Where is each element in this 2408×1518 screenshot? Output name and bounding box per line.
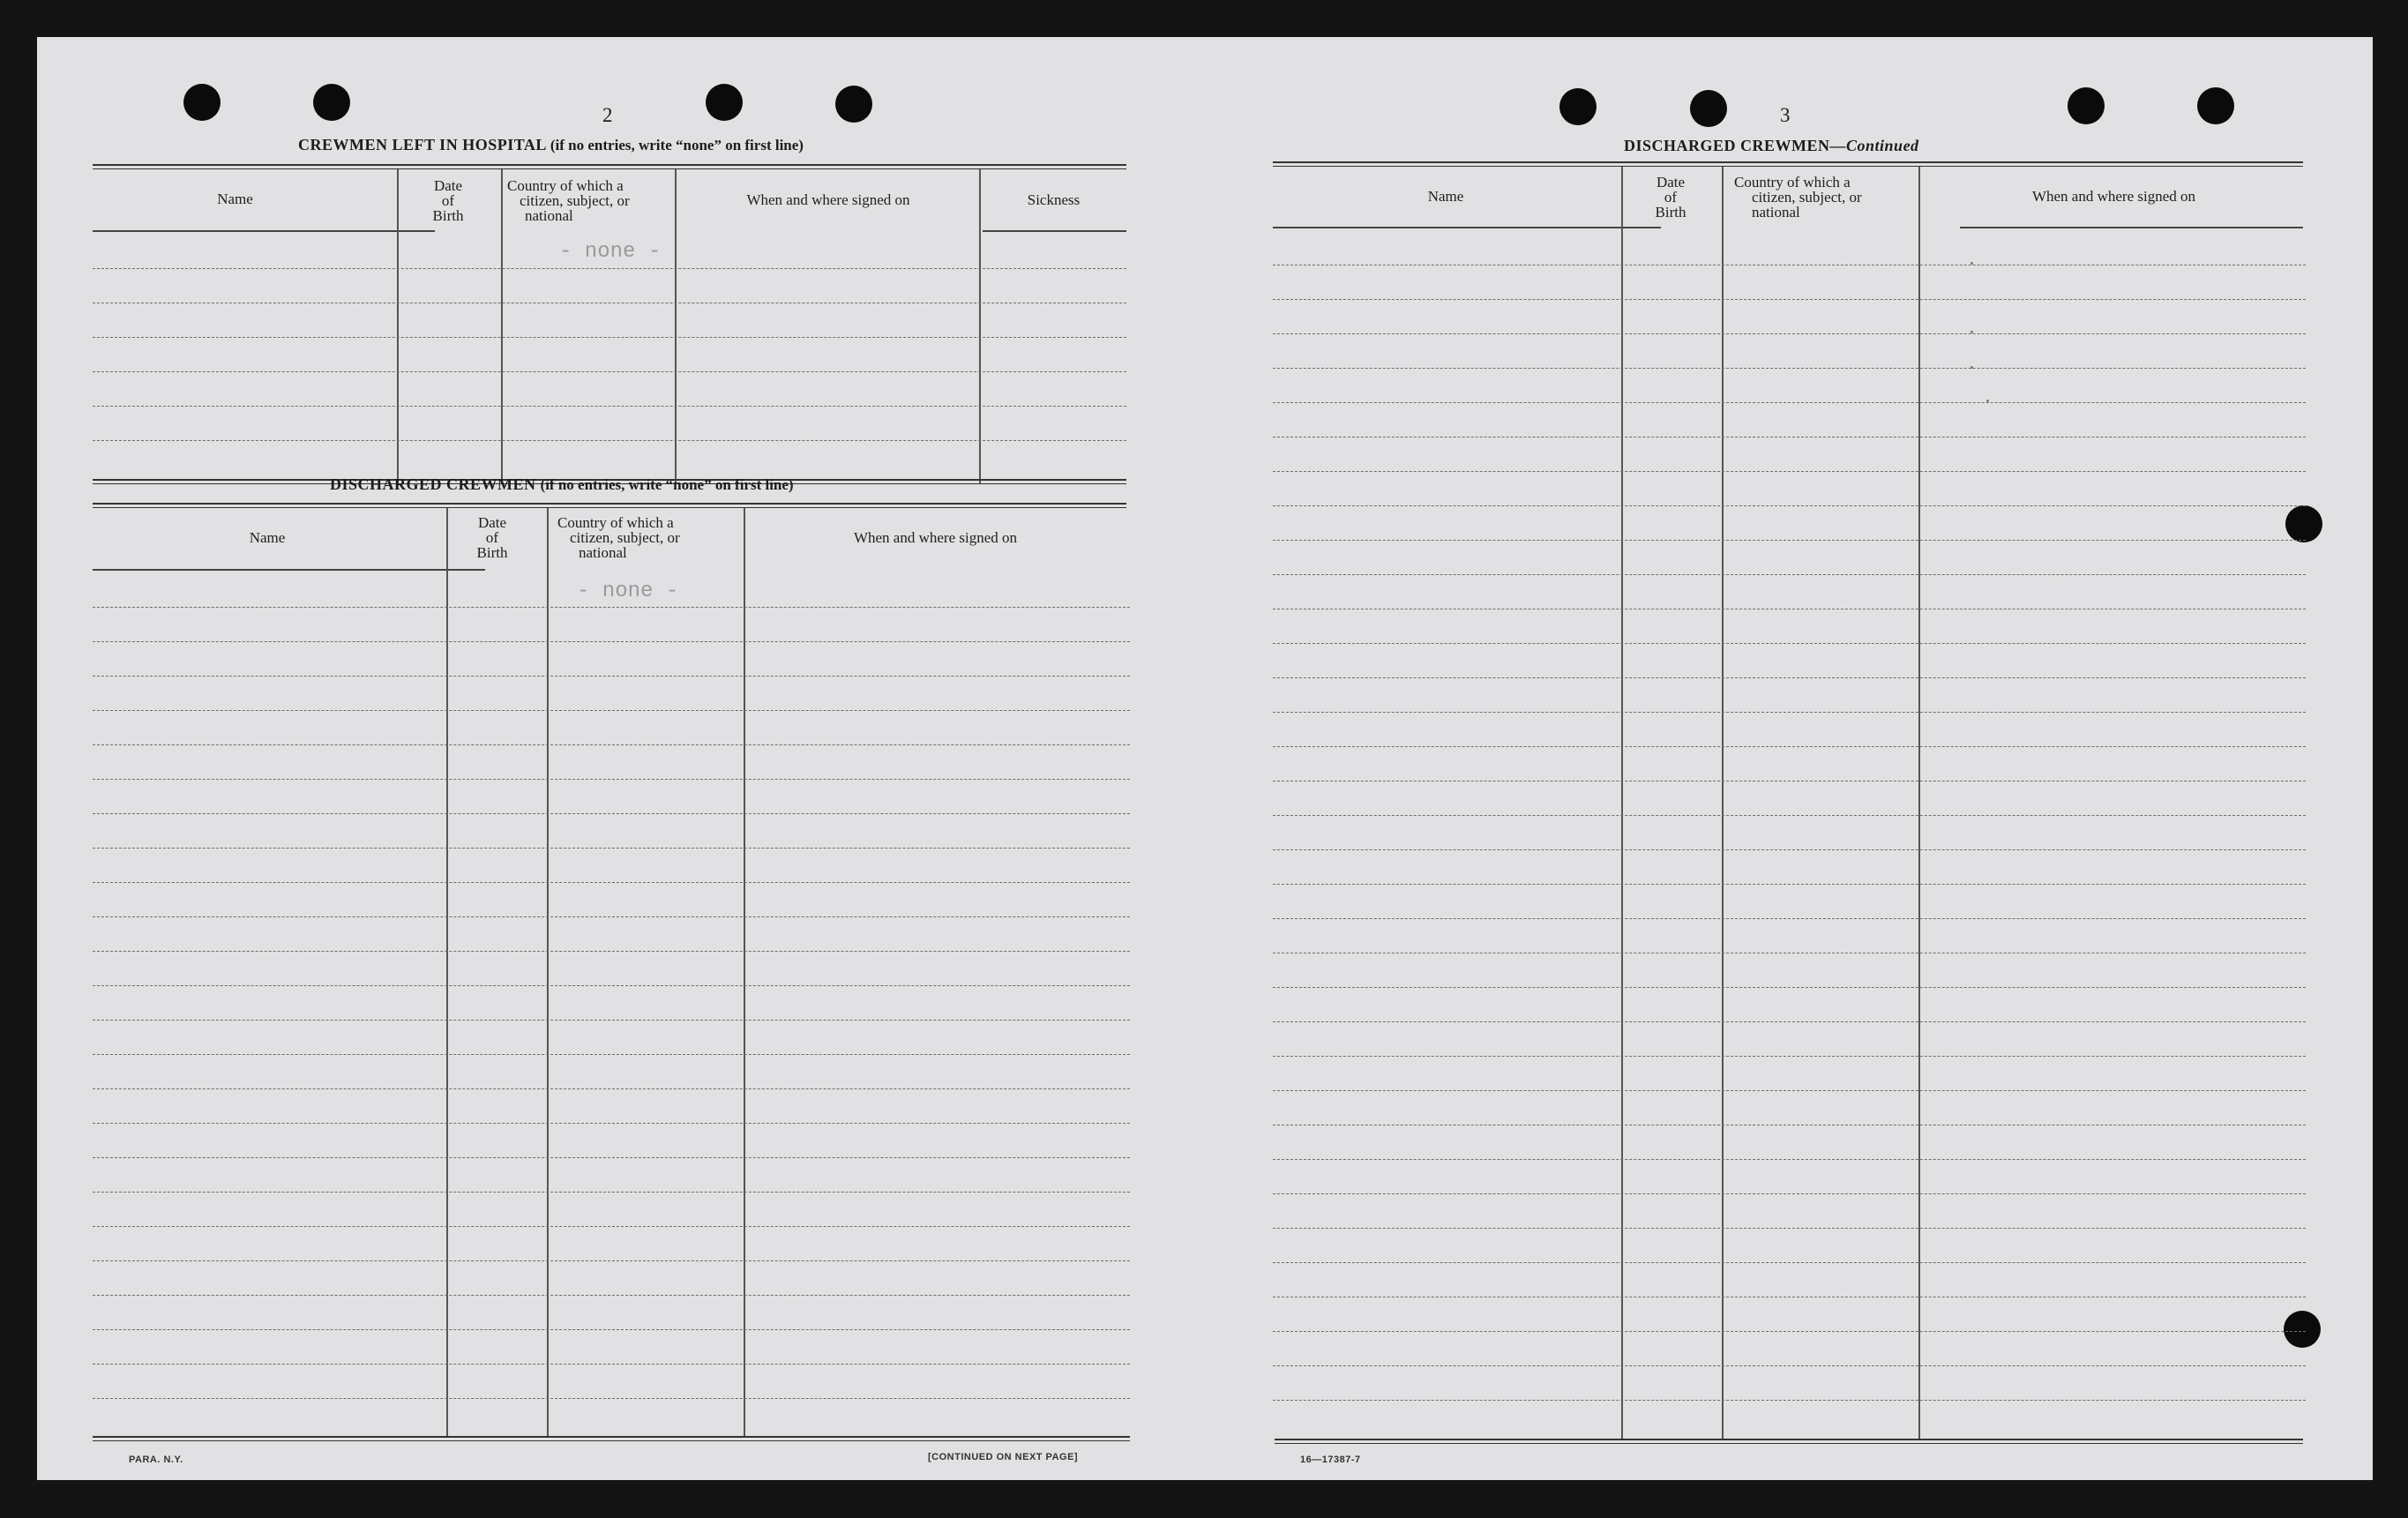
discharged-none-entry: - none - [577, 580, 679, 603]
ink-speck [1971, 366, 1973, 369]
entry-line [1273, 505, 2306, 506]
hospital-section-title [298, 136, 804, 154]
entry-line [1273, 712, 2306, 713]
entry-line [93, 779, 1130, 780]
entry-line [1273, 918, 2306, 919]
punch-hole [183, 84, 221, 121]
entry-line [93, 848, 1130, 849]
entry-line [93, 1329, 1130, 1330]
column-divider [501, 169, 503, 483]
page-number: 2 [602, 104, 613, 126]
entry-line [93, 1157, 1130, 1158]
entry-line [93, 813, 1130, 814]
entry-line [93, 268, 1126, 269]
discharged-header-rule [93, 569, 485, 571]
discharged-title-text: DISCHARGED CREWMEN [330, 475, 536, 493]
entry-line [93, 951, 1130, 952]
hospital-none-entry: - none - [559, 240, 662, 264]
right-col-country: Country of which a citizen, subject, or national [1734, 174, 1862, 221]
entry-line [1273, 1193, 2306, 1194]
form-sheet [37, 37, 2373, 1480]
entry-line [93, 1054, 1130, 1055]
entry-line [1273, 1021, 2306, 1022]
hospital-col-country: Country of which a citizen, subject, or national [507, 177, 630, 224]
punch-hole [2068, 87, 2105, 124]
column-divider [675, 169, 677, 483]
discharged-top-rule [93, 503, 1126, 508]
entry-line [93, 676, 1130, 677]
footer-form-number: 16—17387-7 [1300, 1454, 1361, 1465]
discharged-col-signed: When and where signed on [853, 529, 1018, 546]
entry-line [1273, 1400, 2306, 1401]
entry-line [1273, 1262, 2306, 1263]
discharged-continued-title [1624, 137, 1919, 155]
discharged-bottom-rule [93, 1436, 1130, 1441]
right-col-signed: When and where signed on [2031, 188, 2196, 205]
entry-line [93, 1192, 1130, 1193]
entry-line [1273, 1228, 2306, 1229]
entry-line [93, 1226, 1130, 1227]
discharged-col-country: Country of which a citizen, subject, or national [557, 514, 680, 561]
hospital-col-sickness: Sickness [1027, 191, 1081, 208]
entry-line [93, 1260, 1130, 1261]
entry-line [93, 1398, 1130, 1399]
entry-line [1273, 677, 2306, 678]
entry-line [1273, 1056, 2306, 1057]
punch-hole [1690, 90, 1727, 127]
entry-line [93, 337, 1126, 338]
entry-line [1273, 574, 2306, 575]
entry-line [1273, 987, 2306, 988]
entry-line [1273, 368, 2306, 369]
entry-line [1273, 643, 2306, 644]
hospital-header-rule [93, 230, 435, 232]
ink-speck [1971, 262, 1973, 265]
column-divider [744, 508, 745, 1437]
column-divider [1621, 167, 1623, 1440]
entry-line [93, 916, 1130, 917]
column-divider [1918, 167, 1920, 1440]
discharged-section-heading [330, 475, 794, 494]
entry-line [93, 440, 1126, 441]
continued-suffix: —Continued [1829, 137, 1919, 154]
entry-line [1273, 1365, 2306, 1366]
discharged-col-name: Name [249, 529, 286, 546]
entry-line [1273, 815, 2306, 816]
entry-line [93, 371, 1126, 372]
entry-line [93, 641, 1130, 642]
entry-line [1273, 849, 2306, 850]
entry-line [1273, 402, 2306, 403]
column-divider [1722, 167, 1724, 1440]
hospital-title-text: CREWMEN LEFT IN HOSPITAL [298, 136, 546, 153]
right-header-rule [1960, 227, 2303, 228]
punch-hole [835, 86, 872, 123]
punch-hole [313, 84, 350, 121]
right-col-dob: Date of Birth [1655, 174, 1686, 221]
entry-line [93, 985, 1130, 986]
column-divider [397, 169, 399, 483]
column-divider [547, 508, 549, 1437]
discharged-instruction: (if no entries, write “none” on first line) [540, 476, 794, 493]
discharged-continued-title-text: DISCHARGED CREWMEN [1624, 137, 1830, 154]
punch-hole [706, 84, 743, 121]
entry-line [1273, 884, 2306, 885]
punch-hole [2285, 505, 2322, 542]
right-top-rule [1273, 161, 2303, 167]
entry-line [93, 1088, 1130, 1089]
hospital-instruction: (if no entries, write “none” on first line) [550, 137, 804, 153]
right-col-name: Name [1427, 188, 1464, 205]
entry-line [1273, 471, 2306, 472]
ink-speck [1971, 331, 1973, 333]
entry-line [93, 607, 1130, 608]
entry-line [93, 1295, 1130, 1296]
entry-line [1273, 746, 2306, 747]
page-number: 3 [1780, 104, 1791, 126]
hospital-col-dob: Date of Birth [432, 177, 464, 224]
hospital-col-name: Name [217, 191, 253, 207]
discharged-col-dob: Date of Birth [476, 514, 508, 561]
footer-continued-note: [CONTINUED ON NEXT PAGE] [928, 1452, 1079, 1462]
entry-line [1273, 299, 2306, 300]
column-divider [979, 169, 981, 483]
punch-hole [1559, 88, 1597, 125]
entry-line [1273, 1090, 2306, 1091]
entry-line [1273, 333, 2306, 334]
entry-line [93, 744, 1130, 745]
entry-line [93, 882, 1130, 883]
ink-speck [1986, 400, 1989, 402]
entry-line [1273, 540, 2306, 541]
hospital-top-rule [93, 164, 1126, 169]
punch-hole [2284, 1311, 2321, 1348]
hospital-header-rule [983, 230, 1126, 232]
right-bottom-rule [1275, 1439, 2303, 1444]
entry-line [93, 1020, 1130, 1021]
entry-line [1273, 1159, 2306, 1160]
entry-line [93, 406, 1126, 407]
right-header-rule [1273, 227, 1661, 228]
column-divider [446, 508, 448, 1437]
entry-line [93, 1364, 1130, 1365]
punch-hole [2197, 87, 2234, 124]
entry-line [93, 710, 1130, 711]
entry-line [1273, 1331, 2306, 1332]
hospital-col-signed: When and where signed on [746, 191, 910, 208]
footer-printer-mark: PARA. N.Y. [129, 1454, 183, 1465]
entry-line [93, 1123, 1130, 1124]
